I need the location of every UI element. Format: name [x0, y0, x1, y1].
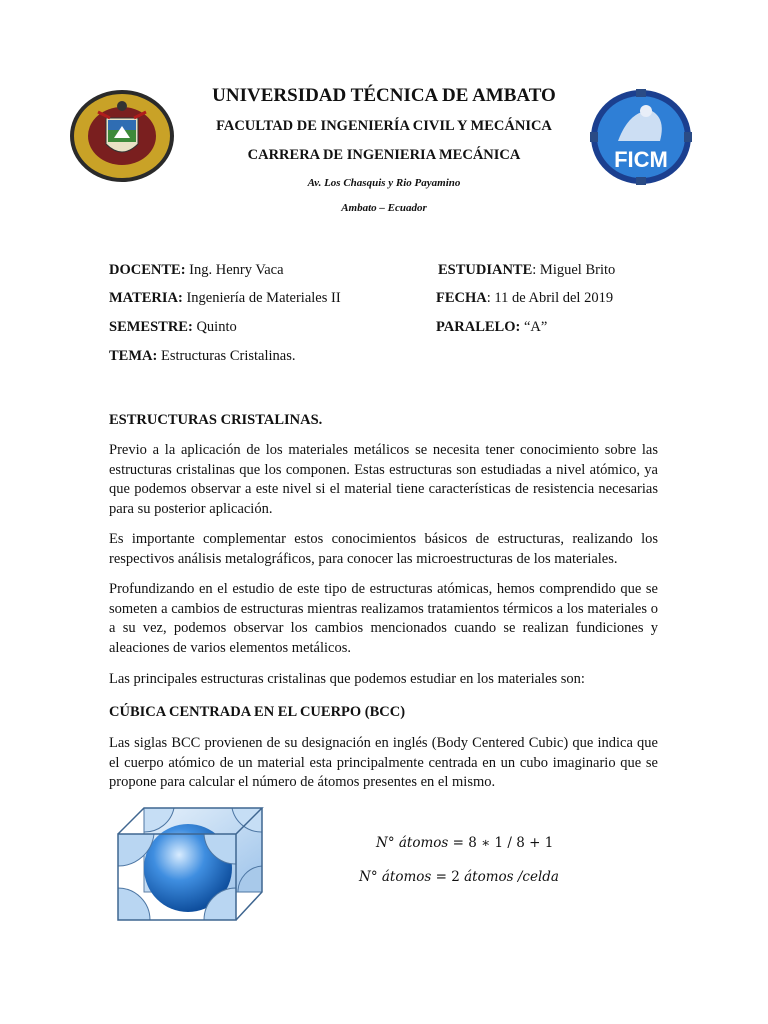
bcc-unit-cell-icon: [114, 804, 266, 924]
paragraph-4: Las principales estructuras cristalinas que podemos estudiar en los materiales son:: [109, 671, 585, 687]
ficm-logo-icon: [590, 89, 692, 185]
materia-field: MATERIA: Ingeniería de Materiales II: [109, 290, 341, 306]
paragraph-3: Profundizando en el estudio de este tipo de estructuras atómicas, hemos comprendido que se someten a cambios de estructuras mientras realizamos tratamientos térmicos a los materiales o a su vez, podemos observar los cambios mencionados cuando se realizan fundiciones y aleaciones de varios elementos metálicos.: [109, 581, 658, 656]
formula-atoms-sum: N° átomos = 8 ∗ 1 / 8 + 1: [376, 835, 554, 851]
career-title: CARRERA DE INGENIERIA MECÁNICA: [247, 147, 521, 163]
fecha-field: FECHA: 11 de Abril del 2019: [436, 290, 614, 306]
tema-field: TEMA: Estructuras Cristalinas.: [109, 348, 296, 364]
paragraph-1: Previo a la aplicación de los materiales metálicos se necesita tener conocimiento sobre las estructuras cristalinas que los componen. Estas estructuras son estudiadas a nivel atómico, ya que podemos observar a este nivel si el material tiene características de resistencia necesarias para su posterior aplicación.: [109, 442, 658, 517]
paragraph-2: Es importante complementar estos conocimientos básicos de estructuras, realizando los respectivos análisis metalográficos, para conocer las microestructuras de los materiales.: [109, 531, 658, 567]
bcc-title: CÚBICA CENTRADA EN EL CUERPO (BCC): [109, 704, 406, 720]
paralelo-field: PARALELO: “A”: [436, 319, 548, 335]
docente-field: DOCENTE: Ing. Henry Vaca: [109, 262, 284, 278]
formula-atoms-per-cell: N° átomos = 2 átomos /celda: [359, 869, 559, 885]
university-title: UNIVERSIDAD TÉCNICA DE AMBATO: [212, 85, 556, 106]
section-title: ESTRUCTURAS CRISTALINAS.: [109, 412, 323, 428]
address-line-2: Ambato – Ecuador: [341, 202, 427, 214]
paragraph-5: Las siglas BCC provienen de su designación en inglés (Body Centered Cubic) que indica que el cuerpo atómico de un material esta principalmente centrada en un cubo imaginario que se propone para calcular el número de átomos presentes en el mismo.: [109, 735, 658, 791]
semestre-field: SEMESTRE: Quinto: [109, 319, 237, 335]
ficm-logo-text: FICM: [614, 147, 668, 172]
estudiante-field: ESTUDIANTE: Miguel Brito: [438, 262, 616, 278]
address-line-1: Av. Los Chasquis y Rio Payamino: [307, 177, 461, 189]
faculty-title: FACULTAD DE INGENIERÍA CIVIL Y MECÁNICA: [216, 118, 552, 134]
